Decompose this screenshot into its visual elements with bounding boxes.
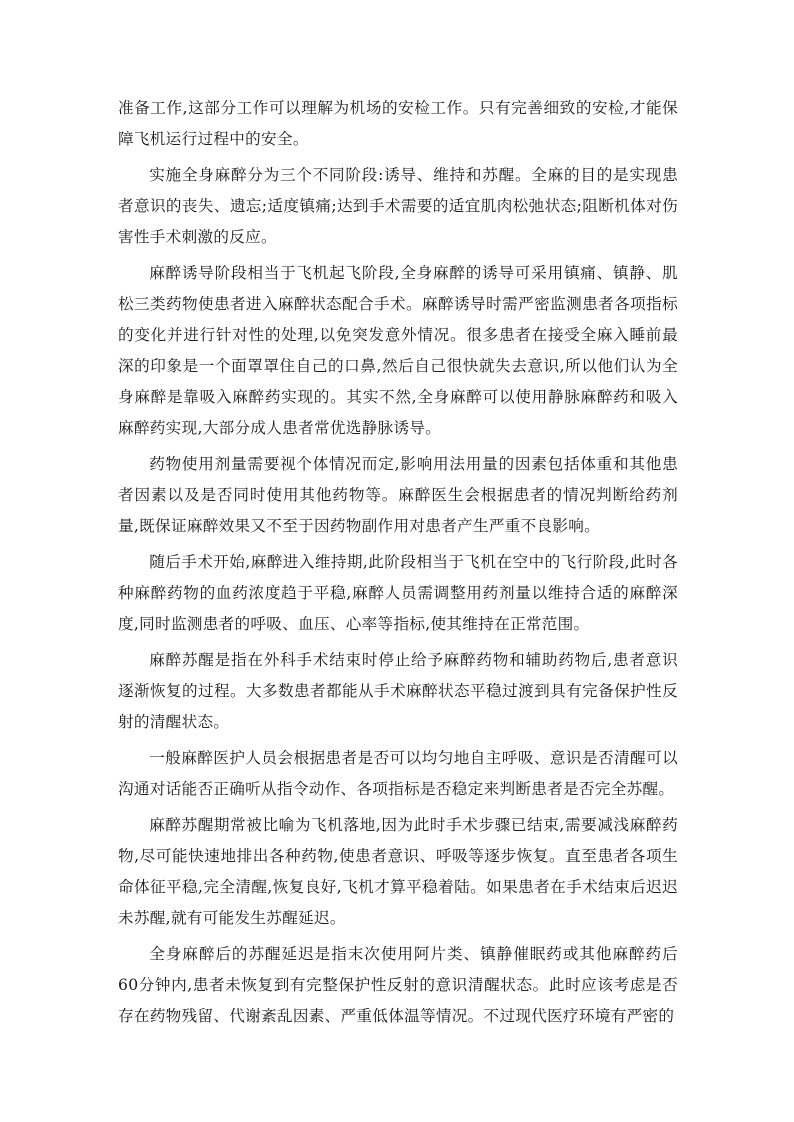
paragraph-8: 麻醉苏醒期常被比喻为飞机落地,因为此时手术步骤已结束,需要减浅麻醉药物,尽可能快速地排出各种药物,使患者意识、呼吸等逐步恢复。直至患者各项生命体征平稳,完全清醒,恢复良好,飞机才算平稳着陆。如果患者在手术结束后迟迟未苏醒,就有可能发生苏醒延迟。: [118, 816, 678, 927]
paragraph-4: 药物使用剂量需要视个体情况而定,影响用法用量的因素包括体重和其他患者因素以及是否同时使用其他药物等。麻醉医生会根据患者的情况判断给药剂量,既保证麻醉效果又不至于因药物副作用对患者产生严重不良影响。: [118, 455, 678, 535]
paragraph-1: 准备工作,这部分工作可以理解为机场的安检工作。只有完善细致的安检,才能保障飞机运行过程中的安全。: [118, 99, 678, 148]
paragraph-9: 全身麻醉后的苏醒延迟是指末次使用阿片类、镇静催眠药或其他麻醉药后60分钟内,患者未恢复到有完整保护性反射的意识清醒状态。此时应该考虑是否存在药物残留、代谢紊乱因素、严重低体温等情况。不过现代医疗环境有严密的: [118, 945, 678, 1025]
body-text: [118, 93, 678, 1037]
paragraph-2: 实施全身麻醉分为三个不同阶段:诱导、维持和苏醒。全麻的目的是实现患者意识的丧失、遗忘;适度镇痛;达到手术需要的适宜肌肉松弛状态;阻断机体对伤害性手术刺激的反应。: [118, 166, 678, 246]
paragraph-3: 麻醉诱导阶段相当于飞机起飞阶段,全身麻醉的诱导可采用镇痛、镇静、肌松三类药物使患者进入麻醉状态配合手术。麻醉诱导时需严密监测患者各项指标的变化并进行针对性的处理,以免突发意外情况。很多患者在接受全麻入睡前最深的印象是一个面罩罩住自己的口鼻,然后自己很快就失去意识,所以他们认为全身麻醉是靠吸入麻醉药实现的。其实不然,全身麻醉可以使用静脉麻醉药和吸入麻醉药实现,大部分成人患者常优选静脉诱导。: [118, 264, 678, 437]
paragraph-7: 一般麻醉医护人员会根据患者是否可以均匀地自主呼吸、意识是否清醒可以沟通对话能否正确听从指令动作、各项指标是否稳定来判断患者是否完全苏醒。: [118, 749, 678, 798]
paragraph-6: 麻醉苏醒是指在外科手术结束时停止给予麻醉药物和辅助药物后,患者意识逐渐恢复的过程。大多数患者都能从手术麻醉状态平稳过渡到具有完备保护性反射的清醒状态。: [118, 651, 678, 731]
paragraph-5: 随后手术开始,麻醉进入维持期,此阶段相当于飞机在空中的飞行阶段,此时各种麻醉药物的血药浓度趋于平稳,麻醉人员需调整用药剂量以维持合适的麻醉深度,同时监测患者的呼吸、血压、心率等指标,使其维持在正常范围。: [118, 553, 678, 633]
